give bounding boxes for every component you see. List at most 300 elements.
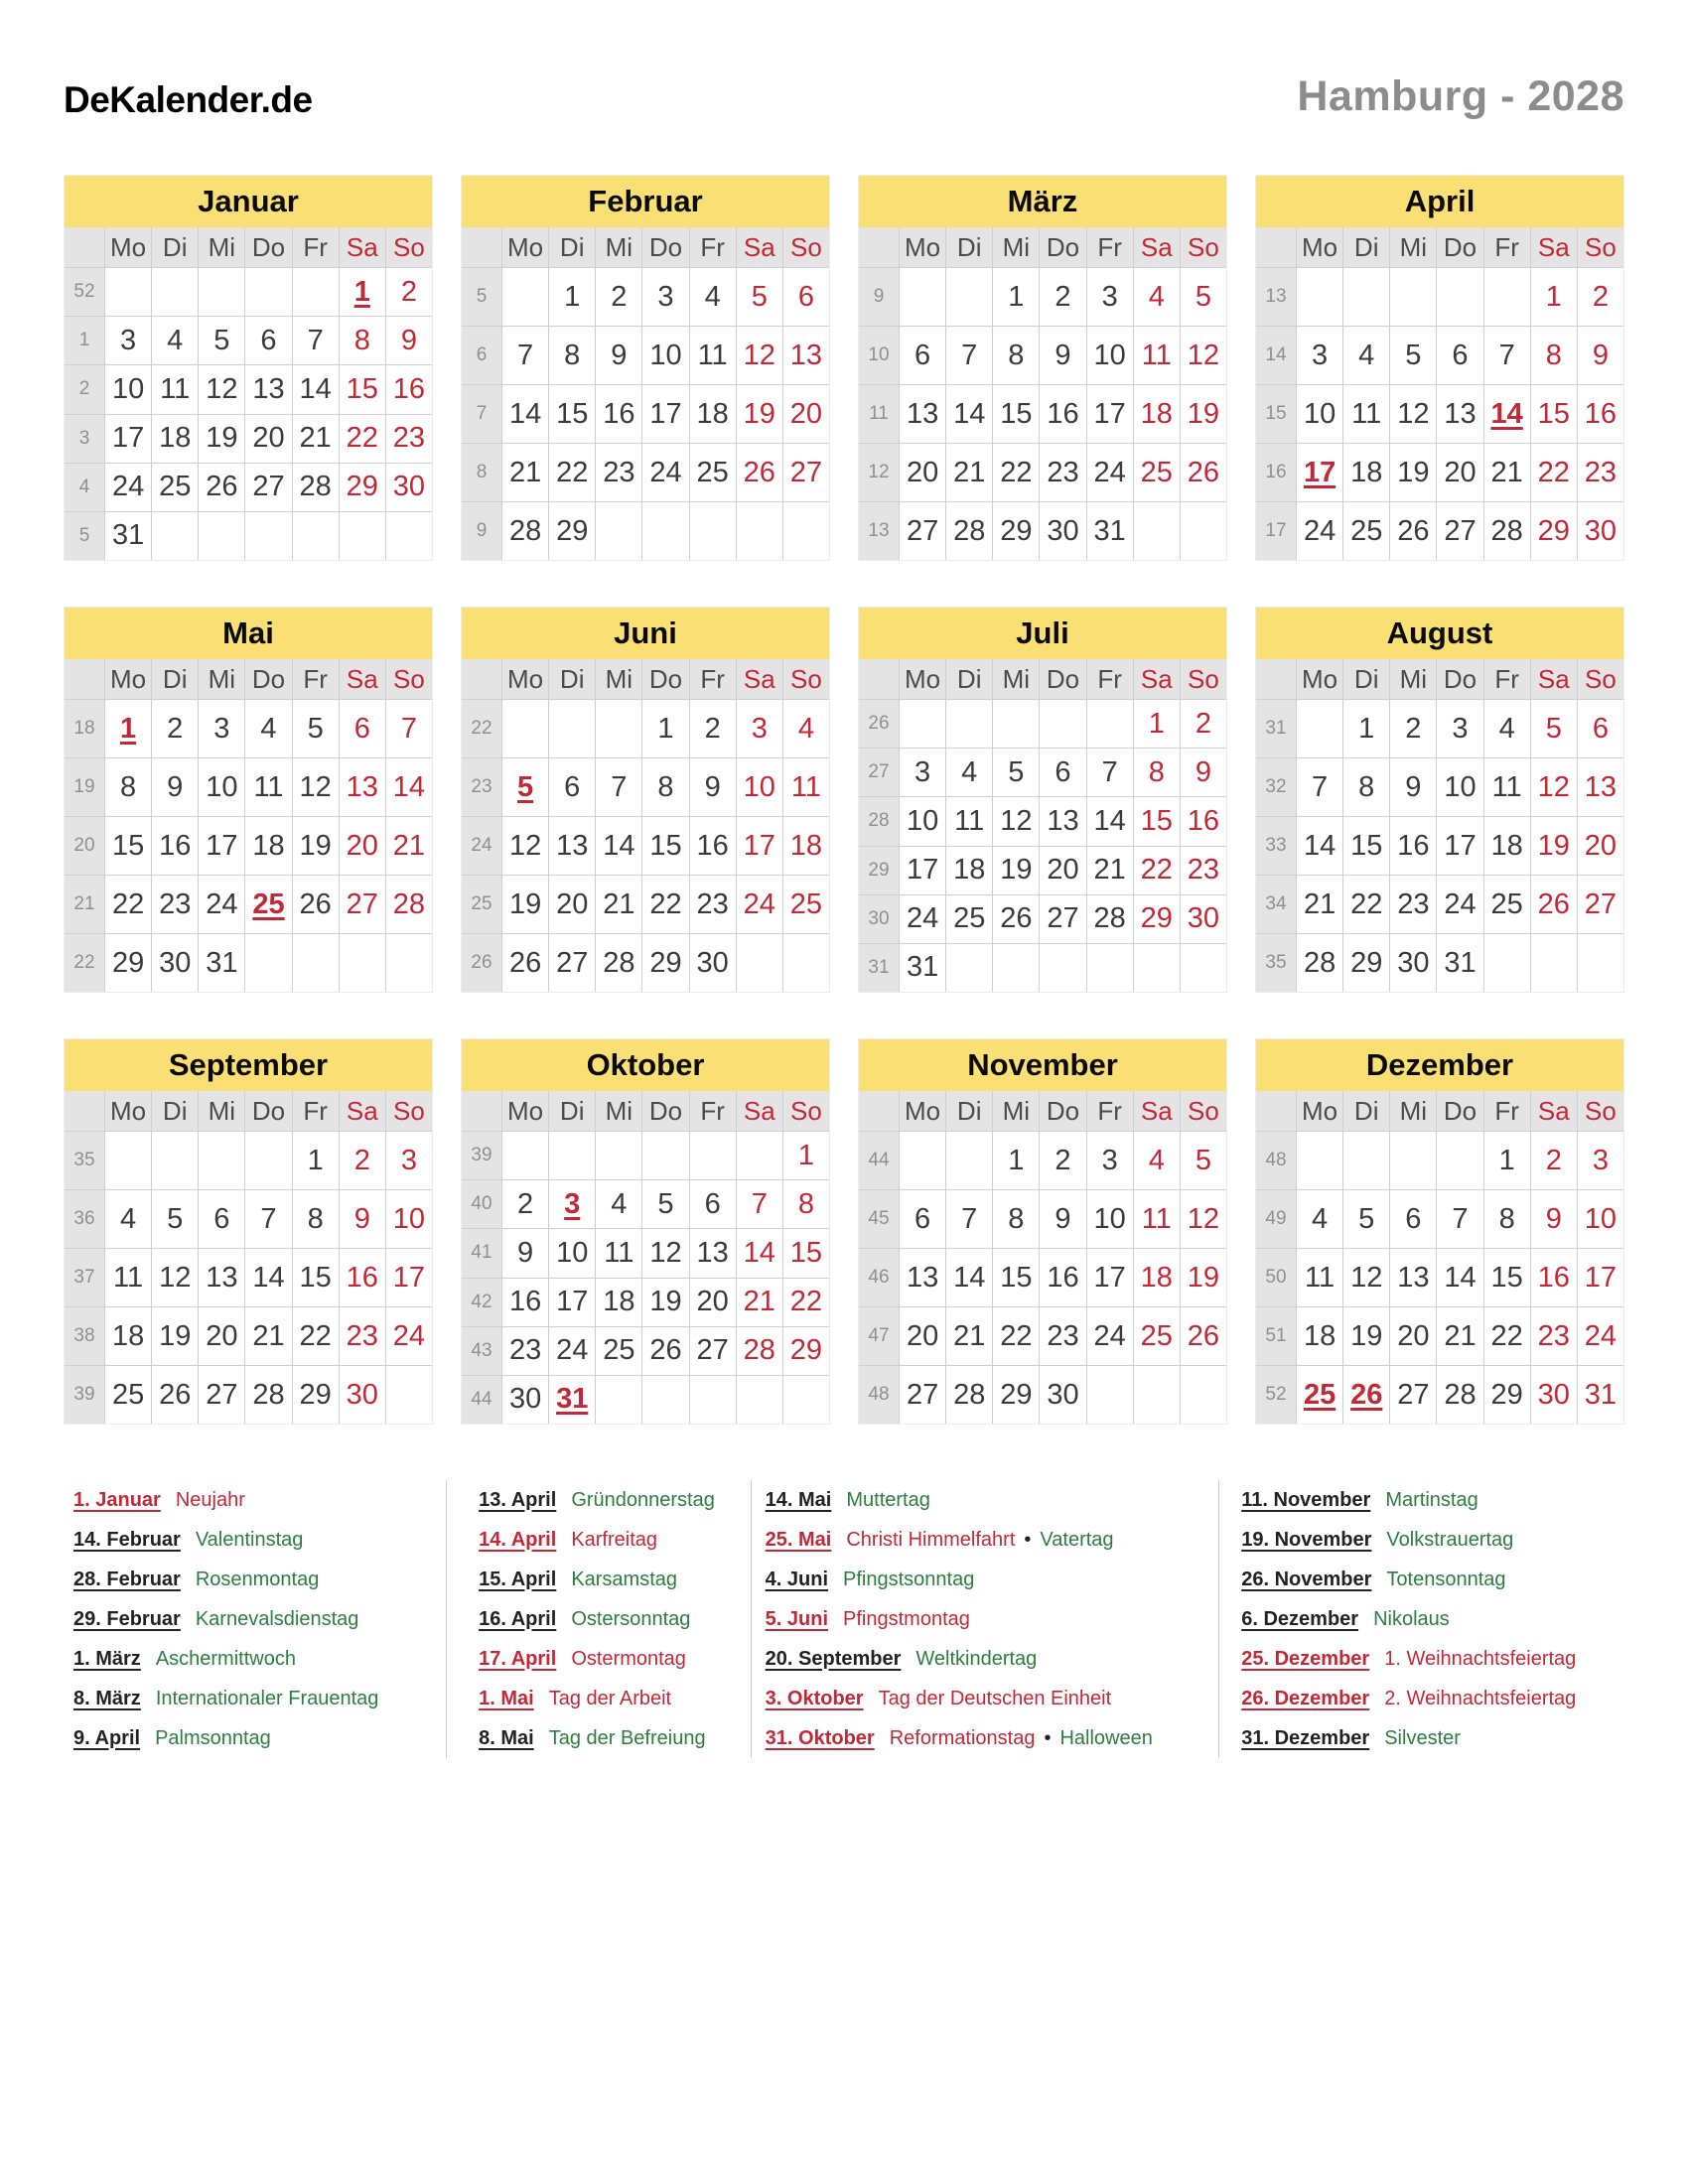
weekday-header-mo: Mo xyxy=(900,1091,945,1131)
day-cell: 11 xyxy=(245,758,291,816)
day-cell: 23 xyxy=(596,444,641,501)
day-cell: 9 xyxy=(1390,758,1436,816)
day-cell: 13 xyxy=(1040,797,1085,845)
day-cell: 3 xyxy=(386,1132,432,1189)
weekday-header-mi: Mi xyxy=(596,1091,641,1131)
day-cell: 9 xyxy=(596,327,641,384)
legend-date-link[interactable]: 31. Dezember xyxy=(1241,1726,1370,1749)
legend-date-link[interactable]: 8. März xyxy=(73,1687,141,1709)
legend-holiday-name: Weltkindertag xyxy=(915,1647,1038,1670)
day-cell: 28 xyxy=(737,1327,782,1375)
week-number-header xyxy=(65,1091,104,1131)
day-cell: 22 xyxy=(1484,1307,1530,1365)
day-cell: 10 xyxy=(900,797,945,845)
legend-holiday-name: Valentinstag xyxy=(195,1528,304,1551)
legend-date-link[interactable]: 31. Oktober xyxy=(765,1726,875,1749)
day-cell xyxy=(152,268,198,316)
day-cell xyxy=(549,1132,595,1179)
holiday-day-cell[interactable]: 1 xyxy=(340,268,385,316)
day-cell: 27 xyxy=(1390,1366,1436,1424)
week-number-header xyxy=(65,227,104,267)
day-cell: 26 xyxy=(1531,876,1577,933)
day-cell: 3 xyxy=(105,317,151,364)
legend-date-link[interactable]: 17. April xyxy=(479,1647,557,1670)
month-grid xyxy=(859,1091,1226,1424)
day-cell xyxy=(293,934,339,992)
legend-holiday-name: Pfingstmontag xyxy=(843,1607,970,1630)
week-number: 7 xyxy=(462,385,501,443)
day-cell: 13 xyxy=(690,1229,736,1277)
day-cell: 2 xyxy=(1040,1132,1085,1189)
holiday-day-cell[interactable]: 1 xyxy=(105,700,151,757)
day-cell: 26 xyxy=(152,1366,198,1424)
weekday-header-fr: Fr xyxy=(1484,1091,1530,1131)
day-cell: 8 xyxy=(1484,1190,1530,1248)
legend-holiday-name: Volkstrauertag xyxy=(1386,1528,1514,1551)
legend-date-link[interactable]: 6. Dezember xyxy=(1241,1607,1359,1630)
legend-item xyxy=(479,1639,751,1679)
day-cell: 5 xyxy=(1343,1190,1389,1248)
day-cell: 3 xyxy=(1297,327,1342,384)
legend-date-link[interactable]: 4. Juni xyxy=(765,1568,829,1590)
day-cell: 19 xyxy=(1181,385,1226,443)
week-number: 40 xyxy=(462,1180,501,1228)
weekday-header-do: Do xyxy=(1437,659,1482,699)
day-cell xyxy=(340,512,385,560)
weekday-header-do: Do xyxy=(642,227,688,267)
day-cell: 23 xyxy=(152,876,198,933)
week-number: 9 xyxy=(859,268,899,326)
legend-holiday-name: Neujahr xyxy=(175,1488,245,1511)
legend-date-link[interactable]: 5. Juni xyxy=(765,1607,829,1630)
day-cell: 4 xyxy=(946,749,992,796)
holiday-day-cell[interactable]: 14 xyxy=(1484,385,1530,443)
week-number-header xyxy=(462,227,501,267)
weekday-header-mo: Mo xyxy=(1297,1091,1342,1131)
legend-date-link[interactable]: 11. November xyxy=(1241,1488,1371,1511)
day-cell: 25 xyxy=(690,444,736,501)
holiday-day-cell[interactable]: 25 xyxy=(245,876,291,933)
holiday-day-cell[interactable]: 5 xyxy=(502,758,548,816)
month-title: Dezember xyxy=(1256,1039,1623,1091)
day-cell xyxy=(1087,700,1133,748)
legend-item xyxy=(479,1520,751,1560)
day-cell: 15 xyxy=(1484,1249,1530,1306)
day-cell: 17 xyxy=(199,817,244,875)
month-grid xyxy=(65,227,432,560)
week-number: 49 xyxy=(1256,1190,1296,1248)
week-number: 22 xyxy=(462,700,501,757)
day-cell: 26 xyxy=(642,1327,688,1375)
day-cell: 6 xyxy=(690,1180,736,1228)
month-panel-juli xyxy=(858,607,1227,993)
day-cell xyxy=(596,700,641,757)
week-number-header xyxy=(462,659,501,699)
day-cell: 6 xyxy=(1040,749,1085,796)
day-cell: 2 xyxy=(690,700,736,757)
day-cell: 6 xyxy=(199,1190,244,1248)
month-panel-april xyxy=(1255,175,1624,561)
weekday-header-di: Di xyxy=(1343,227,1389,267)
weekday-header-so: So xyxy=(386,227,432,267)
day-cell: 16 xyxy=(1390,817,1436,875)
weekday-header-fr: Fr xyxy=(1087,227,1133,267)
day-cell: 20 xyxy=(340,817,385,875)
day-cell xyxy=(737,502,782,560)
day-cell: 13 xyxy=(245,365,291,413)
legend-date-link[interactable]: 25. Dezember xyxy=(1241,1647,1370,1670)
day-cell: 1 xyxy=(1484,1132,1530,1189)
month-grid xyxy=(462,1091,829,1424)
day-cell: 9 xyxy=(1578,327,1623,384)
site-logo: DeKalender.de xyxy=(64,79,313,120)
day-cell: 20 xyxy=(1390,1307,1436,1365)
day-cell: 26 xyxy=(737,444,782,501)
month-grid xyxy=(1256,227,1623,560)
legend-date-link[interactable]: 29. Februar xyxy=(73,1607,181,1630)
day-cell: 18 xyxy=(152,415,198,463)
weekday-header-sa: Sa xyxy=(1134,227,1180,267)
legend-item xyxy=(766,1480,1219,1520)
weekday-header-do: Do xyxy=(1437,1091,1482,1131)
day-cell: 8 xyxy=(1134,749,1180,796)
month-panel-februar xyxy=(461,175,830,561)
day-cell: 15 xyxy=(783,1229,829,1277)
day-cell: 16 xyxy=(1040,1249,1085,1306)
day-cell: 13 xyxy=(900,1249,945,1306)
legend-date-link[interactable]: 13. April xyxy=(479,1488,557,1511)
day-cell: 5 xyxy=(1390,327,1436,384)
holiday-day-cell[interactable]: 31 xyxy=(549,1376,595,1424)
day-cell xyxy=(1437,268,1482,326)
weekday-header-mi: Mi xyxy=(993,227,1039,267)
week-number-header xyxy=(859,1091,899,1131)
day-cell: 14 xyxy=(946,385,992,443)
weekday-header-do: Do xyxy=(1040,1091,1085,1131)
page-header xyxy=(64,0,1624,121)
day-cell: 5 xyxy=(1181,268,1226,326)
day-cell: 8 xyxy=(293,1190,339,1248)
day-cell xyxy=(900,700,945,748)
legend-item xyxy=(479,1679,751,1718)
legend-item xyxy=(766,1679,1219,1718)
week-number: 1 xyxy=(65,317,104,364)
day-cell xyxy=(946,1132,992,1189)
day-cell: 22 xyxy=(340,415,385,463)
day-cell xyxy=(690,1376,736,1424)
day-cell: 26 xyxy=(293,876,339,933)
day-cell xyxy=(690,1132,736,1179)
weekday-header-sa: Sa xyxy=(340,1091,385,1131)
week-number: 4 xyxy=(65,464,104,511)
week-number: 19 xyxy=(65,758,104,816)
day-cell: 13 xyxy=(900,385,945,443)
weekday-header-fr: Fr xyxy=(1484,227,1530,267)
day-cell xyxy=(1134,944,1180,992)
legend-date-link[interactable]: 14. Mai xyxy=(765,1488,832,1511)
day-cell: 24 xyxy=(900,895,945,943)
day-cell: 23 xyxy=(1181,847,1226,894)
day-cell: 28 xyxy=(386,876,432,933)
legend-date-link[interactable]: 26. November xyxy=(1241,1568,1372,1590)
day-cell: 8 xyxy=(993,1190,1039,1248)
legend-date-link[interactable]: 8. Mai xyxy=(479,1726,534,1749)
legend-item xyxy=(1241,1560,1624,1599)
week-number: 16 xyxy=(1256,444,1296,501)
day-cell: 24 xyxy=(386,1307,432,1365)
day-cell: 28 xyxy=(946,502,992,560)
legend-holiday-name: Nikolaus xyxy=(1373,1607,1450,1630)
month-grid xyxy=(65,1091,432,1424)
day-cell: 28 xyxy=(946,1366,992,1424)
legend-date-link[interactable]: 28. Februar xyxy=(73,1568,181,1590)
month-panel-mai xyxy=(64,607,433,993)
day-cell: 7 xyxy=(245,1190,291,1248)
weekday-header-do: Do xyxy=(245,227,291,267)
day-cell: 25 xyxy=(1343,502,1389,560)
month-title: November xyxy=(859,1039,1226,1091)
week-number-header xyxy=(1256,227,1296,267)
holiday-day-cell[interactable]: 25 xyxy=(1297,1366,1342,1424)
day-cell: 6 xyxy=(1390,1190,1436,1248)
weekday-header-di: Di xyxy=(549,227,595,267)
day-cell: 24 xyxy=(737,876,782,933)
day-cell: 25 xyxy=(1484,876,1530,933)
day-cell: 18 xyxy=(1297,1307,1342,1365)
day-cell: 16 xyxy=(386,365,432,413)
day-cell: 10 xyxy=(1087,1190,1133,1248)
legend-date-link[interactable]: 25. Mai xyxy=(765,1528,832,1551)
day-cell: 2 xyxy=(340,1132,385,1189)
day-cell: 2 xyxy=(502,1180,548,1228)
week-number: 31 xyxy=(859,944,899,992)
holiday-day-cell[interactable]: 26 xyxy=(1343,1366,1389,1424)
legend-holiday-name: Martinstag xyxy=(1385,1488,1478,1511)
day-cell: 4 xyxy=(1343,327,1389,384)
weekday-header-sa: Sa xyxy=(1531,227,1577,267)
day-cell: 24 xyxy=(1087,1307,1133,1365)
day-cell: 17 xyxy=(900,847,945,894)
day-cell: 12 xyxy=(737,327,782,384)
weekday-header-mo: Mo xyxy=(105,659,151,699)
legend-date-link[interactable]: 14. April xyxy=(479,1528,557,1551)
day-cell: 11 xyxy=(1297,1249,1342,1306)
day-cell: 15 xyxy=(642,817,688,875)
day-cell: 9 xyxy=(1181,749,1226,796)
day-cell: 16 xyxy=(1578,385,1623,443)
month-panel-november xyxy=(858,1038,1227,1425)
day-cell: 8 xyxy=(783,1180,829,1228)
weekday-header-mi: Mi xyxy=(199,1091,244,1131)
day-cell: 20 xyxy=(549,876,595,933)
legend-date-link[interactable]: 19. November xyxy=(1241,1528,1372,1551)
day-cell: 18 xyxy=(245,817,291,875)
day-cell: 26 xyxy=(993,895,1039,943)
weekday-header-mi: Mi xyxy=(596,227,641,267)
day-cell: 7 xyxy=(1087,749,1133,796)
day-cell: 20 xyxy=(783,385,829,443)
legend-date-link[interactable]: 26. Dezember xyxy=(1241,1687,1370,1709)
legend-item xyxy=(73,1639,446,1679)
day-cell: 1 xyxy=(1134,700,1180,748)
day-cell: 3 xyxy=(900,749,945,796)
legend-column-2 xyxy=(446,1480,751,1758)
week-number: 48 xyxy=(1256,1132,1296,1189)
week-number: 44 xyxy=(462,1376,501,1424)
weekday-header-sa: Sa xyxy=(1531,1091,1577,1131)
day-cell: 20 xyxy=(900,444,945,501)
day-cell xyxy=(245,1132,291,1189)
weekday-header-di: Di xyxy=(152,659,198,699)
day-cell: 20 xyxy=(199,1307,244,1365)
week-number-header xyxy=(462,1091,501,1131)
week-number: 35 xyxy=(1256,934,1296,992)
month-title: Mai xyxy=(65,608,432,659)
day-cell: 22 xyxy=(783,1279,829,1326)
day-cell: 13 xyxy=(1578,758,1623,816)
weekday-header-fr: Fr xyxy=(1087,1091,1133,1131)
day-cell: 11 xyxy=(1484,758,1530,816)
legend-date-link[interactable]: 20. September xyxy=(765,1647,902,1670)
weekday-header-mo: Mo xyxy=(502,227,548,267)
legend-date-link[interactable]: 14. Februar xyxy=(73,1528,181,1551)
week-number: 26 xyxy=(462,934,501,992)
day-cell xyxy=(293,512,339,560)
holiday-day-cell[interactable]: 17 xyxy=(1297,444,1342,501)
day-cell: 11 xyxy=(152,365,198,413)
day-cell xyxy=(1040,700,1085,748)
day-cell: 27 xyxy=(1437,502,1482,560)
day-cell: 6 xyxy=(783,268,829,326)
legend-item xyxy=(479,1560,751,1599)
week-number: 25 xyxy=(462,876,501,933)
day-cell: 6 xyxy=(245,317,291,364)
day-cell: 2 xyxy=(1390,700,1436,757)
legend-date-link[interactable]: 9. April xyxy=(73,1726,141,1749)
day-cell: 8 xyxy=(1531,327,1577,384)
legend-holiday-name: 1. Weihnachtsfeiertag xyxy=(1384,1647,1577,1670)
holiday-day-cell[interactable]: 3 xyxy=(549,1180,595,1228)
week-number-header xyxy=(1256,659,1296,699)
legend-date-link[interactable]: 1. März xyxy=(73,1647,141,1670)
legend-column-3 xyxy=(751,1480,1219,1758)
legend-date-link[interactable]: 15. April xyxy=(479,1568,557,1590)
day-cell: 13 xyxy=(199,1249,244,1306)
legend-date-link[interactable]: 16. April xyxy=(479,1607,557,1630)
day-cell: 26 xyxy=(1181,1307,1226,1365)
day-cell: 1 xyxy=(993,268,1039,326)
day-cell: 29 xyxy=(1134,895,1180,943)
day-cell: 23 xyxy=(690,876,736,933)
day-cell: 28 xyxy=(1437,1366,1482,1424)
day-cell xyxy=(737,934,782,992)
day-cell: 19 xyxy=(1181,1249,1226,1306)
day-cell: 3 xyxy=(1087,1132,1133,1189)
week-number: 23 xyxy=(462,758,501,816)
day-cell xyxy=(386,512,432,560)
day-cell: 3 xyxy=(1578,1132,1623,1189)
day-cell: 3 xyxy=(1087,268,1133,326)
day-cell xyxy=(502,700,548,757)
day-cell: 8 xyxy=(642,758,688,816)
day-cell xyxy=(1087,1366,1133,1424)
day-cell xyxy=(993,700,1039,748)
day-cell xyxy=(1181,944,1226,992)
legend-item xyxy=(479,1599,751,1639)
legend-date-link[interactable]: 3. Oktober xyxy=(765,1687,864,1709)
day-cell: 15 xyxy=(1134,797,1180,845)
legend-holiday-name: Ostermontag xyxy=(571,1647,686,1670)
legend-holiday-name: Totensonntag xyxy=(1386,1568,1506,1590)
weekday-header-di: Di xyxy=(549,659,595,699)
day-cell xyxy=(1484,934,1530,992)
day-cell: 26 xyxy=(1390,502,1436,560)
day-cell: 5 xyxy=(152,1190,198,1248)
day-cell: 7 xyxy=(737,1180,782,1228)
day-cell: 9 xyxy=(690,758,736,816)
day-cell: 4 xyxy=(1134,1132,1180,1189)
week-number: 8 xyxy=(462,444,501,501)
day-cell: 19 xyxy=(293,817,339,875)
week-number: 41 xyxy=(462,1229,501,1277)
weekday-header-mi: Mi xyxy=(993,659,1039,699)
day-cell: 9 xyxy=(386,317,432,364)
weekday-header-di: Di xyxy=(946,659,992,699)
day-cell: 19 xyxy=(1390,444,1436,501)
day-cell: 23 xyxy=(1390,876,1436,933)
week-number: 17 xyxy=(1256,502,1296,560)
week-number-header xyxy=(65,659,104,699)
day-cell: 5 xyxy=(642,1180,688,1228)
day-cell: 17 xyxy=(737,817,782,875)
day-cell: 10 xyxy=(199,758,244,816)
day-cell: 20 xyxy=(900,1307,945,1365)
weekday-header-do: Do xyxy=(642,1091,688,1131)
weekday-header-so: So xyxy=(1578,659,1623,699)
day-cell: 10 xyxy=(1087,327,1133,384)
legend-holiday-name: Reformationstag xyxy=(889,1726,1036,1749)
day-cell xyxy=(245,268,291,316)
day-cell xyxy=(642,1376,688,1424)
region-year-title: Hamburg - 2028 xyxy=(1297,72,1624,120)
day-cell: 14 xyxy=(1087,797,1133,845)
weekday-header-di: Di xyxy=(152,227,198,267)
legend-holiday-name: Muttertag xyxy=(846,1488,930,1511)
day-cell: 26 xyxy=(199,464,244,511)
day-cell: 12 xyxy=(1181,1190,1226,1248)
day-cell: 29 xyxy=(549,502,595,560)
weekday-header-mo: Mo xyxy=(502,1091,548,1131)
legend-date-link[interactable]: 1. Januar xyxy=(73,1488,161,1511)
day-cell: 30 xyxy=(1390,934,1436,992)
day-cell xyxy=(502,268,548,326)
legend-item xyxy=(1241,1679,1624,1718)
week-number: 39 xyxy=(462,1132,501,1179)
weekday-header-do: Do xyxy=(245,1091,291,1131)
day-cell: 23 xyxy=(386,415,432,463)
weekday-header-so: So xyxy=(1181,659,1226,699)
day-cell: 15 xyxy=(993,385,1039,443)
day-cell xyxy=(596,1132,641,1179)
week-number: 31 xyxy=(1256,700,1296,757)
day-cell: 23 xyxy=(1040,1307,1085,1365)
month-title: März xyxy=(859,176,1226,227)
week-number: 20 xyxy=(65,817,104,875)
weekday-header-mo: Mo xyxy=(900,659,945,699)
legend-date-link[interactable]: 1. Mai xyxy=(479,1687,534,1709)
day-cell: 27 xyxy=(1040,895,1085,943)
day-cell xyxy=(1134,1366,1180,1424)
